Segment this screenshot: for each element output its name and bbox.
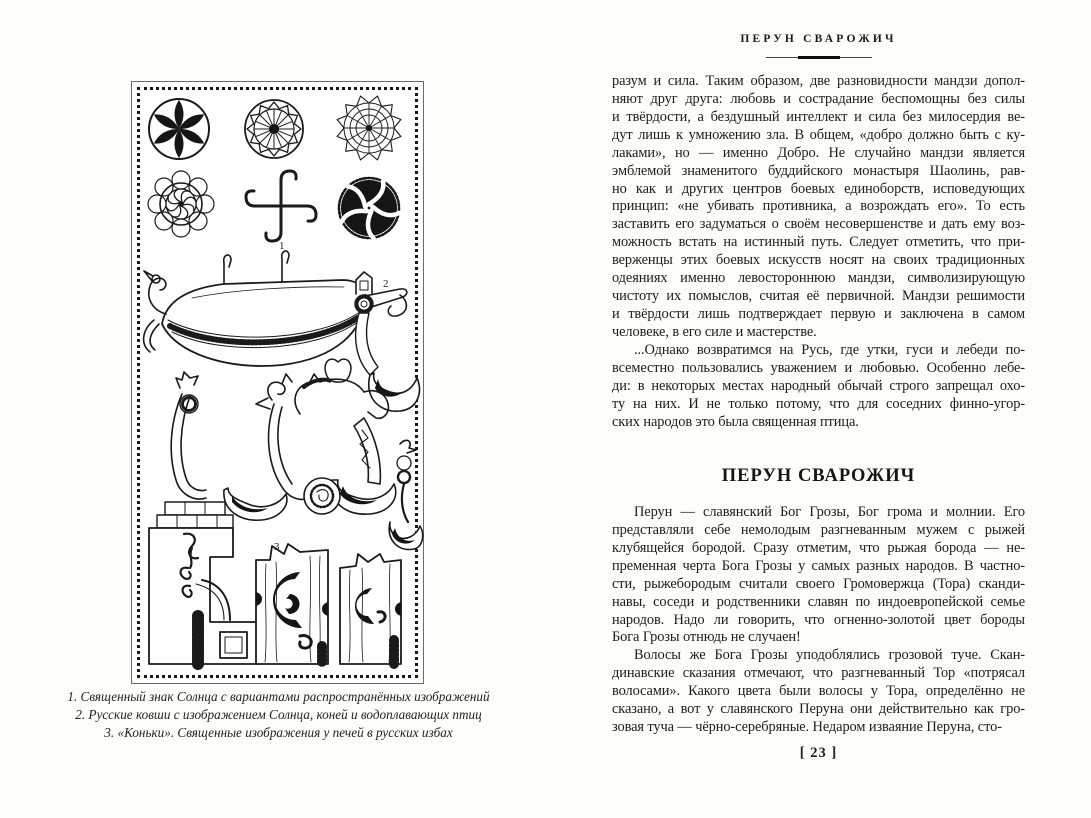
text-line: зовая туча — чёрно-серебряные. Недаром изваяние Перуна, сто-: [612, 719, 1002, 736]
section-heading: ПЕРУН СВАРОЖИЧ: [721, 466, 916, 486]
illustration-sun-signs-ladles-stove: [132, 82, 425, 685]
paragraph: [612, 647, 1025, 737]
carved-boards-group: [256, 544, 401, 664]
text-line: представляли себе немолодым разгневанным мужем с рыжей: [612, 521, 1025, 538]
figure-label-1: 1: [279, 240, 285, 252]
text-line: сказано, а вот у славянского Перуна они действительно как гро-: [612, 701, 1025, 718]
text-line: лаками», но — именно Добро. Не случайно мандзи является: [612, 144, 1025, 161]
running-header: ПЕРУН СВАРОЖИЧ: [740, 33, 897, 45]
text-line: Бога Грозы отнюдь не случаен!: [612, 629, 801, 646]
stove-group: [149, 502, 257, 664]
text-column: [612, 0, 1025, 818]
figure-label-3: 3: [274, 541, 280, 553]
text-line: ...Однако возвратимся на Русь, где утки, гуси и лебеди по-: [634, 341, 1025, 358]
text-line: сти, рыжебородым считали своего Громовержца (Тора) сканди-: [612, 575, 1025, 592]
text-line: чистоту их помыслов, считая её первичной. Мандзи решимости: [612, 288, 1025, 305]
body-text-before-heading: [612, 73, 1025, 431]
text-line: клубящейся бородой. Сразу отметим, что рыжая борода — не-: [612, 539, 1025, 556]
text-line: няют друг друга: любовь и сострадание беспомощны без силы: [612, 90, 1025, 107]
paragraph: [612, 504, 1025, 647]
text-line: можность встать на истинный путь. Следует отметить, что при-: [612, 234, 1025, 251]
text-line: и твёрдости лишь подтверждает первую и заключена в самом: [612, 305, 1025, 322]
text-line: принцип: «не убивать противника, а возрождать его». То есть: [612, 198, 1025, 215]
sun-wheel-zigzag-icon: [245, 100, 303, 158]
text-line: человеке, в его силе и мастерстве.: [612, 323, 817, 340]
caption-line: 2. Русские ковши с изображением Солнца, коней и водоплавающих птиц: [75, 707, 482, 723]
sun-flower-swirl-icon: [148, 171, 214, 237]
caption-line: 3. «Коньки». Священные изображения у печей в русских избах: [104, 725, 453, 741]
text-line: верженцы этих боевых искусств носят на своих традиционных: [612, 252, 1025, 269]
text-line: ских народов это была священная птица.: [612, 413, 859, 430]
sun-black-pinwheel-icon: [339, 178, 399, 238]
hooked-cross-icon: [246, 171, 316, 241]
text-line: одеяниях именно левостороннюю мандзи, символизирующую: [612, 270, 1025, 287]
text-line: навы, соседи и родственники славян по индоевропейской семье: [612, 593, 1025, 610]
text-line: разум и сила. Таким образом, две разновидности мандзи допол-: [612, 73, 1025, 89]
page-number: [ 23 ]: [799, 745, 838, 761]
text-line: и твёрдости, а бездушный интеллект и сила без милосердия ве-: [612, 108, 1025, 125]
text-line: всеместно пользовались уважением и любовью. Особенно лебе-: [612, 359, 1025, 376]
text-line: но как и других центров боевых единоборств, исповедующих: [612, 180, 1025, 197]
caption-line: 1. Священный знак Солнца с вариантами распространённых изображений: [67, 689, 490, 704]
text-line: пременная черта Бога Грозы у самых разных народов. В частно-: [612, 557, 1025, 574]
text-line: динавские сказания отмечают, что разгневанный Тор «потрясал: [612, 665, 1025, 682]
sun-rosette-six-petals-icon: [149, 99, 209, 159]
body-text-after-heading: [612, 504, 1025, 737]
paragraph: [612, 73, 1025, 342]
figure-label-2: 2: [383, 278, 389, 290]
text-line: эмблемой знаменитого буддийского монастыря Шаолинь, рав-: [612, 162, 1025, 179]
text-line: Перун — славянский Бог Грозы, Бог грома и молнии. Его: [634, 504, 1025, 520]
sun-lace-rays-icon: [337, 96, 401, 160]
paragraph: [612, 342, 1025, 432]
header-rule: [766, 57, 872, 58]
illustration-frame: [131, 81, 424, 684]
text-line: ди: в некоторых местах народный обычай строго запрещал охо-: [612, 377, 1025, 394]
illustration-caption-block: [58, 688, 499, 743]
text-line: дут лишь к умножению зла. В общем, «добро должно быть с ку-: [612, 126, 1025, 143]
text-line: народов. Надо ли говорить, что огненно-золотой цвет бороды: [612, 611, 1025, 628]
text-line: волосами». Какого цвета были волосы у Тора, определённо не: [612, 683, 1025, 700]
text-line: Волосы же Бога Грозы уподоблялись грозовой туче. Скан-: [634, 647, 1025, 664]
text-line: заставить его задуматься о своём несовершенстве и дать ему воз-: [612, 216, 1025, 233]
text-line: ту на них. И не только потому, что для соседних финно-угор-: [612, 395, 1025, 412]
